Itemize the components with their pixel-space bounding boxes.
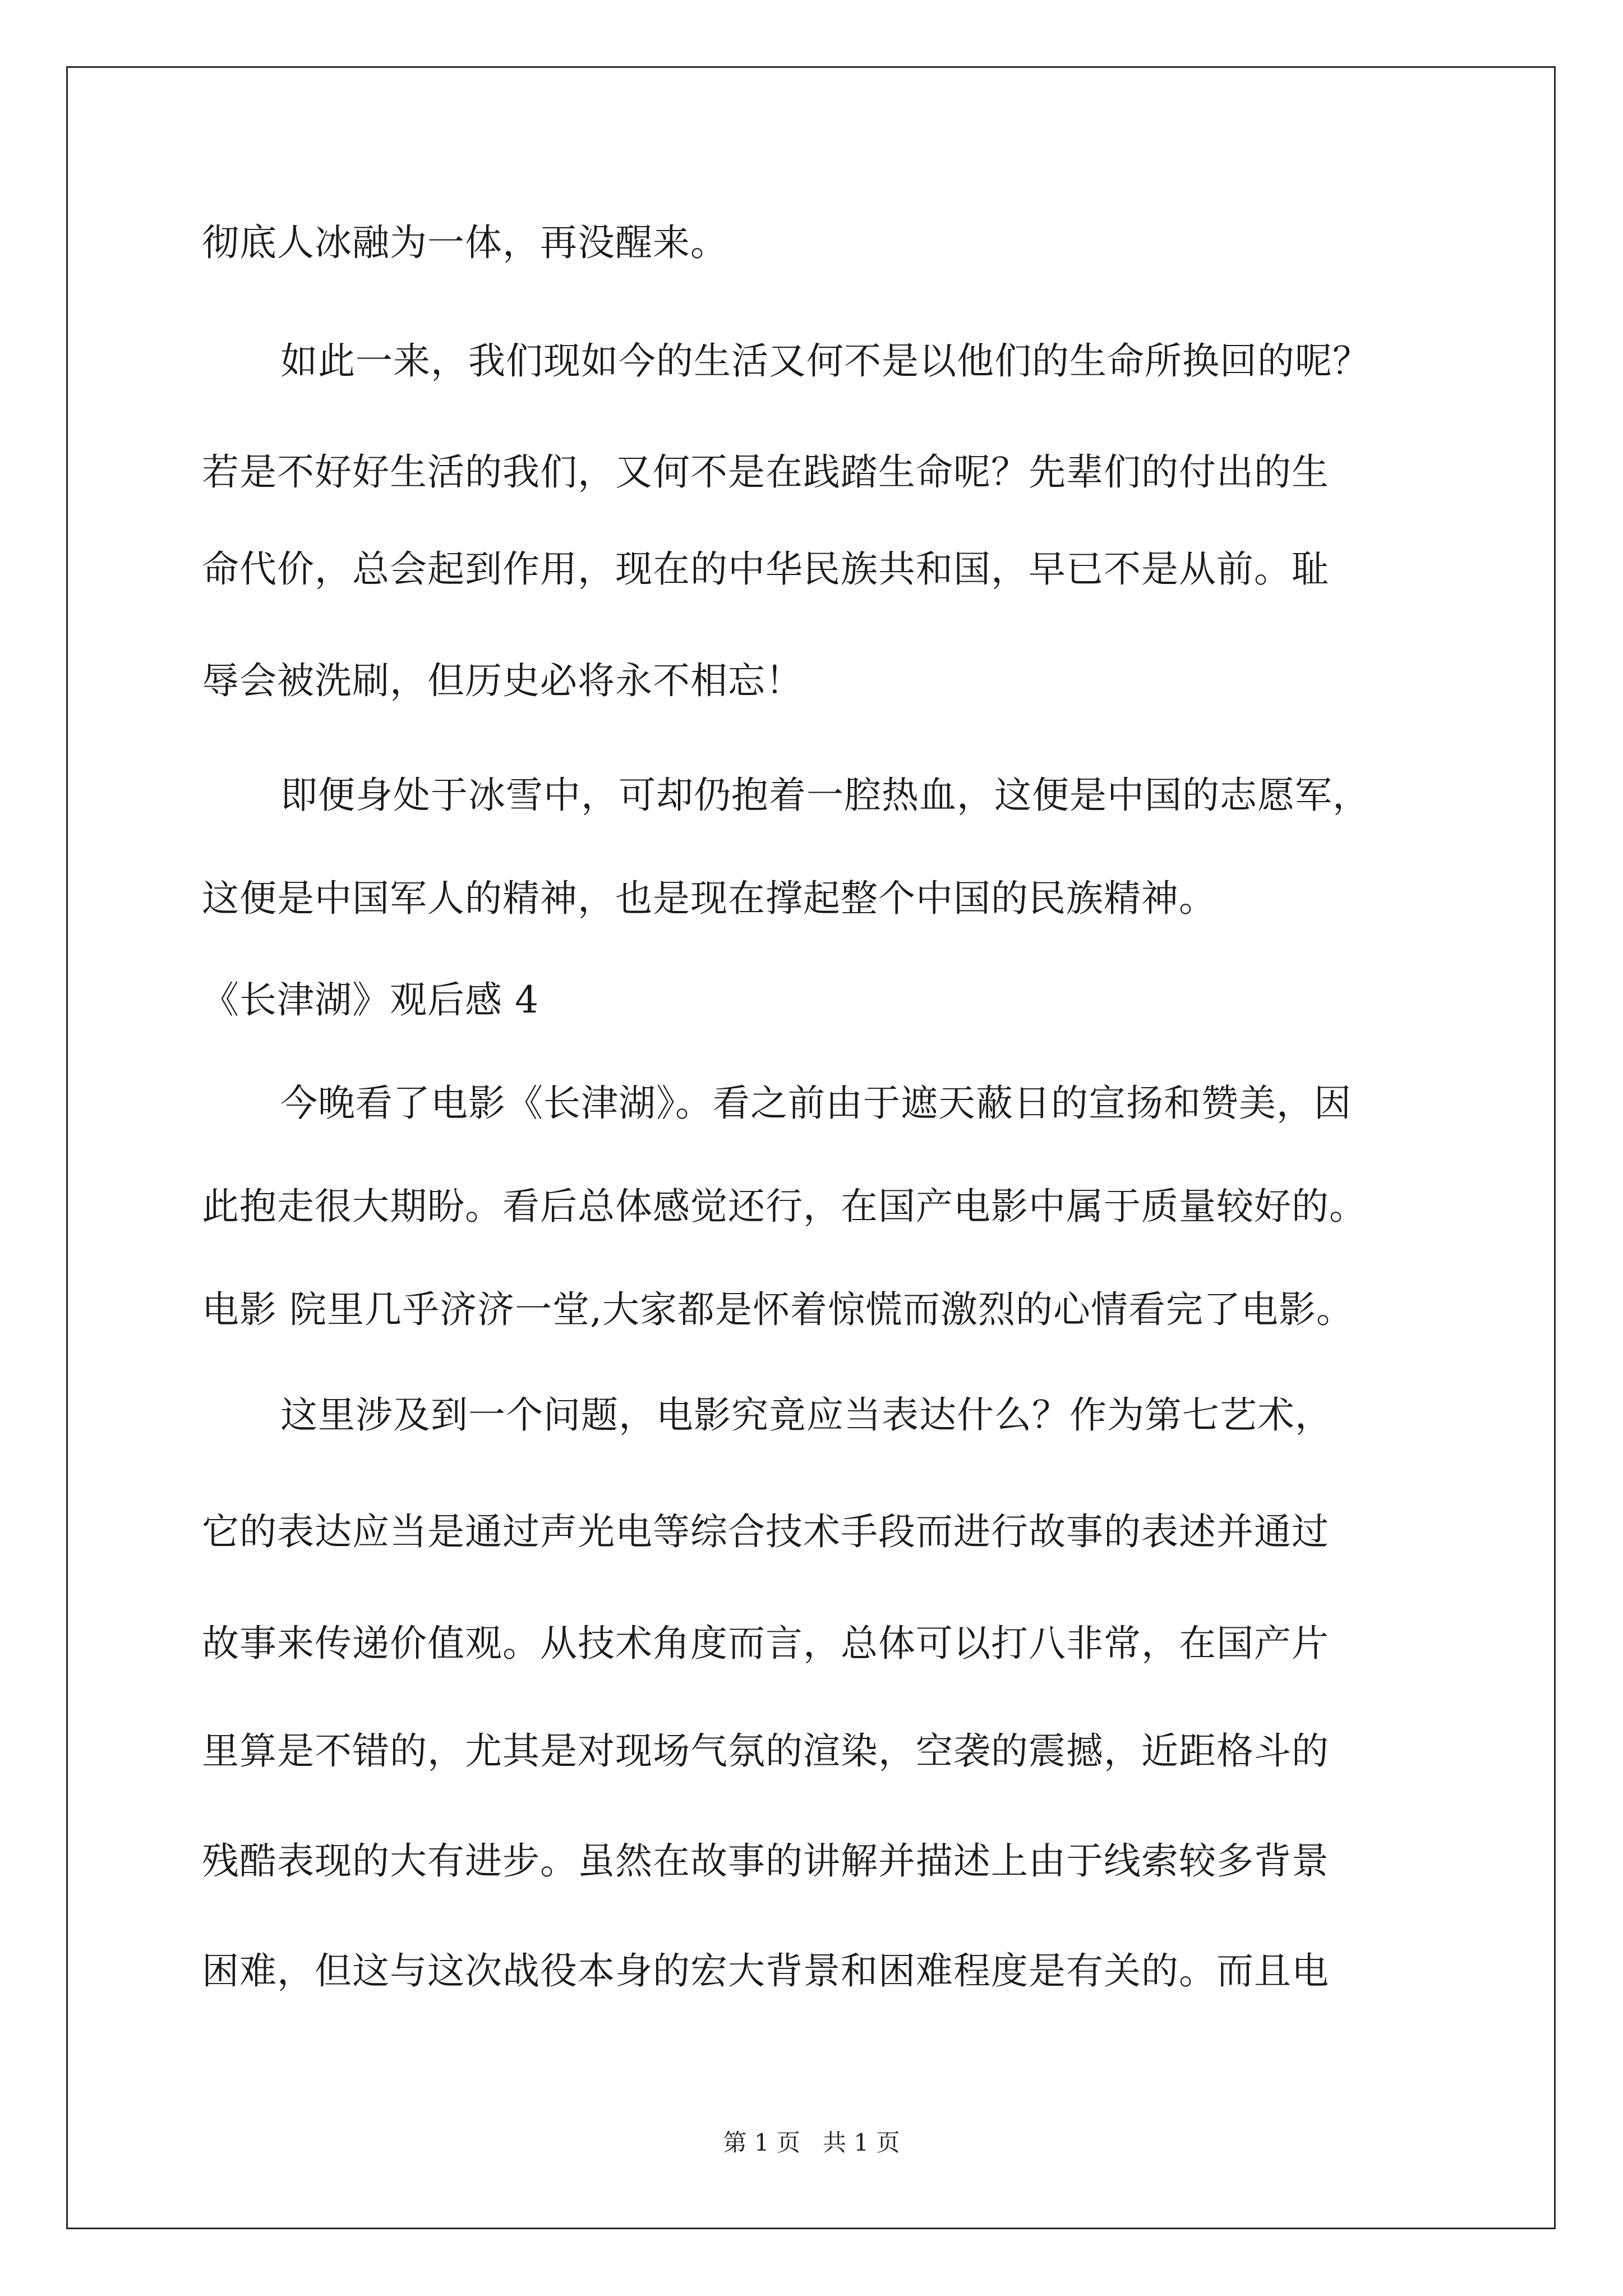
text-line: 如此一来，我们现如今的生活又何不是以他们的生命所换回的呢？: [280, 339, 1370, 383]
section-heading: 《长津湖》观后感 4: [202, 978, 539, 1022]
text-line: 若是不好好生活的我们，又何不是在践踏生命呢？先辈们的付出的生: [202, 450, 1329, 494]
text-line: 残酷表现的大有进步。虽然在故事的讲解并描述上由于线索较多背景: [202, 1839, 1329, 1883]
text-line: 辱会被洗刷，但历史必将永不相忘！: [202, 659, 803, 702]
text-line: 故事来传递价值观。从技术角度而言，总体可以打八非常，在国产片: [202, 1622, 1329, 1665]
text-line: 困难，但这与这次战役本身的宏大背景和困难程度是有关的。而且电: [202, 1949, 1329, 1993]
text-line: 命代价，总会起到作用，现在的中华民族共和国，早已不是从前。耻: [202, 547, 1329, 591]
text-line: 今晚看了电影《长津湖》。看之前由于遮天蔽日的宣扬和赞美，因: [280, 1082, 1352, 1125]
text-line: 里算是不错的，尤其是对现场气氛的渲染，空袭的震撼，近距格斗的: [202, 1729, 1329, 1773]
text-line: 这便是中国军人的精神，也是现在撑起整个中国的民族精神。: [202, 877, 1216, 920]
text-line: 电影 院里几乎济济一堂,大家都是怀着惊慌而激烈的心情看完了电影。: [202, 1288, 1354, 1331]
page-border: [66, 66, 1556, 2229]
text-line: 这里涉及到一个问题，电影究竟应当表达什么？作为第七艺术，: [280, 1393, 1332, 1437]
text-line: 即便身处于冰雪中，可却仍抱着一腔热血，这便是中国的志愿军，: [280, 774, 1370, 817]
page-footer: 第 1 页 共 1 页: [723, 2129, 900, 2156]
text-line: 彻底人冰融为一体，再没醒来。: [202, 221, 728, 264]
text-line: 它的表达应当是通过声光电等综合技术手段而进行故事的表述并通过: [202, 1510, 1329, 1553]
text-line: 此抱走很大期盼。看后总体感觉还行，在国产电影中属于质量较好的。: [202, 1185, 1367, 1228]
